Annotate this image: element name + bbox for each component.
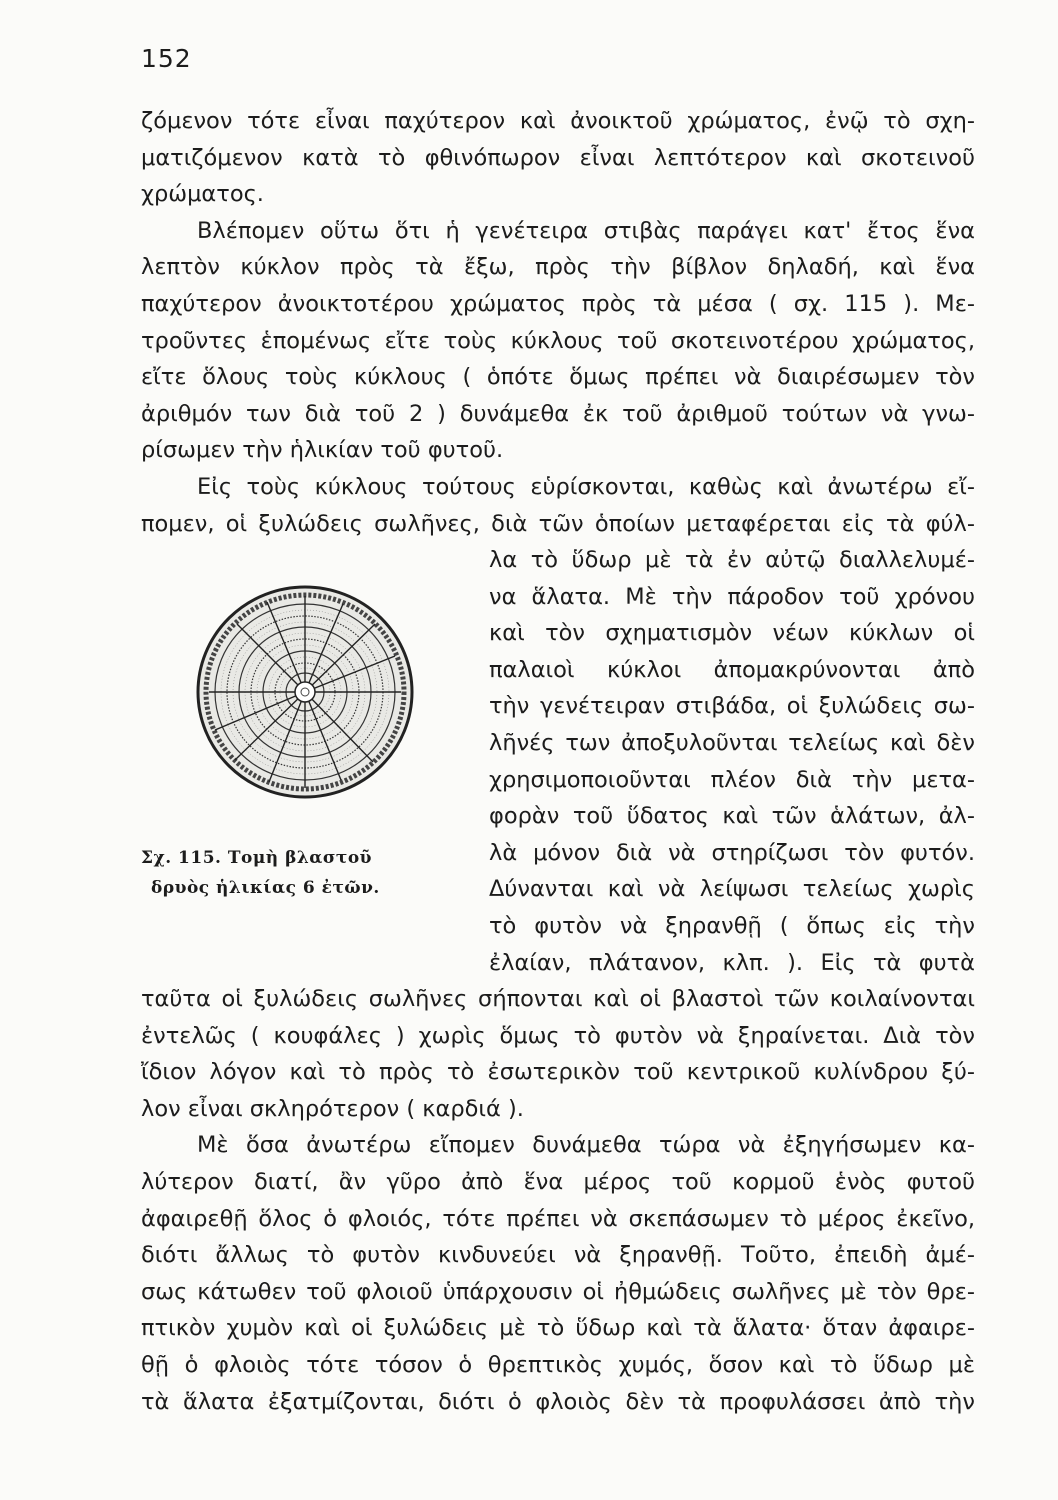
text-line: λον εἶναι σκληρότερον ( καρδιά ).	[141, 1095, 524, 1122]
text-line: εἴτε ὅλους τοὺς κύκλους ( ὁπότε ὅμως πρέπει νὰ διαιρέσωμεν τὸν	[141, 364, 975, 391]
lower-text-block	[141, 981, 975, 1420]
text-line: ματιζόμενον κατὰ τὸ φθινόπωρον εἶναι λεπτότερον καὶ σκοτεινοῦ	[141, 144, 975, 171]
text-line: Δύνανται καὶ νὰ λείψωσι τελείως χωρὶς	[489, 876, 975, 903]
text-line: λεπτὸν κύκλον πρὸς τὰ ἔξω, πρὸς τὴν βίβλον δηλαδή, καὶ ἕνα	[141, 254, 975, 281]
text-line: ταῦτα οἱ ξυλώδεις σωλῆνες σήπονται καὶ οἱ βλαστοὶ τῶν κοιλαίνονται	[141, 986, 975, 1012]
text-line: ἀφαιρεθῇ ὅλος ὁ φλοιός, τότε πρέπει νὰ σκεπάσωμεν τὸ μέρος ἐκεῖνο,	[141, 1205, 975, 1232]
text-line: ἀριθμόν των διὰ τοῦ 2 ) δυνάμεθα ἐκ τοῦ ἀριθμοῦ τούτων νὰ γνω-	[141, 400, 975, 427]
text-line: χρησιμοποιοῦνται πλέον διὰ τὴν μετα-	[489, 766, 975, 793]
text-line: να ἅλατα. Μὲ τὴν πάροδον τοῦ χρόνου	[489, 583, 975, 610]
text-line: τὴν γενέτειραν στιβάδα, οἱ ξυλώδεις σω-	[489, 693, 975, 720]
text-line: τὸ φυτὸν νὰ ξηρανθῇ ( ὅπως εἰς τὴν	[489, 912, 975, 939]
text-line: καὶ τὸν σχηματισμὸν νέων κύκλων οἱ	[489, 620, 975, 647]
side-text-block	[489, 542, 975, 981]
caption-line: δρυὸς ἡλικίας 6 ἐτῶν.	[151, 878, 380, 898]
page-number: 152	[141, 44, 192, 73]
text-line: ζόμενον τότε εἶναι παχύτερον καὶ ἀνοικτοῦ χρώματος, ἐνῷ τὸ σχη-	[141, 108, 975, 134]
text-line: Μὲ ὅσα ἀνωτέρω εἴπομεν δυνάμεθα τώρα νὰ ἐξηγήσωμεν κα-	[197, 1132, 975, 1159]
figure-caption	[141, 843, 471, 903]
stem-cross-section-figure	[183, 564, 483, 874]
text-line: λῆνές των ἀποξυλοῦνται τελείως καὶ δὲν	[489, 729, 975, 756]
text-line: φορὰν τοῦ ὕδατος καὶ τῶν ἁλάτων, ἀλ-	[489, 803, 975, 830]
upper-text-block	[141, 103, 975, 542]
text-line: πομεν, οἱ ξυλώδεις σωλῆνες, διὰ τῶν ὁποίων μεταφέρεται εἰς τὰ φύλ-	[141, 510, 975, 537]
text-line: ρίσωμεν τὴν ἡλικίαν τοῦ φυτοῦ.	[141, 437, 504, 464]
text-line: Εἰς τοὺς κύκλους τούτους εὑρίσκονται, καθὼς καὶ ἀνωτέρω εἴ-	[197, 473, 975, 500]
text-line: χρώματος.	[141, 181, 264, 208]
text-line: ἐντελῶς ( κουφάλες ) χωρὶς ὅμως τὸ φυτὸν νὰ ξηραίνεται. Διὰ τὸν	[141, 1022, 975, 1049]
pith-center	[295, 682, 315, 702]
tree-rings-illustration	[183, 564, 483, 854]
text-line: ἐλαίαν, πλάτανον, κλπ. ). Εἰς τὰ φυτὰ	[489, 949, 975, 976]
text-line: παχύτερον ἀνοικτοτέρου χρώματος πρὸς τὰ μέσα ( σχ. 115 ). Με-	[141, 290, 975, 317]
caption-line: Σχ. 115. Τομὴ βλαστοῦ	[141, 848, 372, 868]
text-line: σως κάτωθεν τοῦ φλοιοῦ ὑπάρχουσιν οἱ ἠθμώδεις σωλῆνες μὲ τὸν θρε-	[141, 1278, 975, 1305]
text-line: θῇ ὁ φλοιὸς τότε τόσον ὁ θρεπτικὸς χυμός, ὅσον καὶ τὸ ὕδωρ μὲ	[141, 1351, 975, 1378]
text-line: πτικὸν χυμὸν καὶ οἱ ξυλώδεις μὲ τὸ ὕδωρ καὶ τὰ ἅλατα· ὅταν ἀφαιρε-	[141, 1315, 975, 1342]
text-line: λύτερον διατί, ἂν γῦρο ἀπὸ ἕνα μέρος τοῦ κορμοῦ ἑνὸς φυτοῦ	[141, 1168, 975, 1195]
text-line: διότι ἄλλως τὸ φυτὸν κινδυνεύει νὰ ξηρανθῇ. Τοῦτο, ἐπειδὴ ἀμέ-	[141, 1242, 975, 1269]
text-line: λα τὸ ὕδωρ μὲ τὰ ἐν αὐτῷ διαλλελυμέ-	[489, 547, 975, 573]
text-line: Βλέπομεν οὕτω ὅτι ἡ γενέτειρα στιβὰς παράγει κατ' ἔτος ἕνα	[197, 217, 975, 244]
text-line: τὰ ἅλατα ἐξατμίζονται, διότι ὁ φλοιὸς δὲν τὰ προφυλάσσει ἀπὸ τὴν	[141, 1388, 975, 1415]
text-line: παλαιοὶ κύκλοι ἀπομακρύνονται ἀπὸ	[489, 656, 975, 683]
text-line: λὰ μόνον διὰ νὰ στηρίζωσι τὸν φυτόν.	[489, 839, 975, 866]
text-line: τροῦντες ἑπομένως εἴτε τοὺς κύκλους τοῦ σκοτεινοτέρου χρώματος,	[141, 327, 975, 354]
text-line: ἴδιον λόγον καὶ τὸ πρὸς τὸ ἐσωτερικὸν τοῦ κεντρικοῦ κυλίνδρου ξύ-	[141, 1059, 975, 1086]
